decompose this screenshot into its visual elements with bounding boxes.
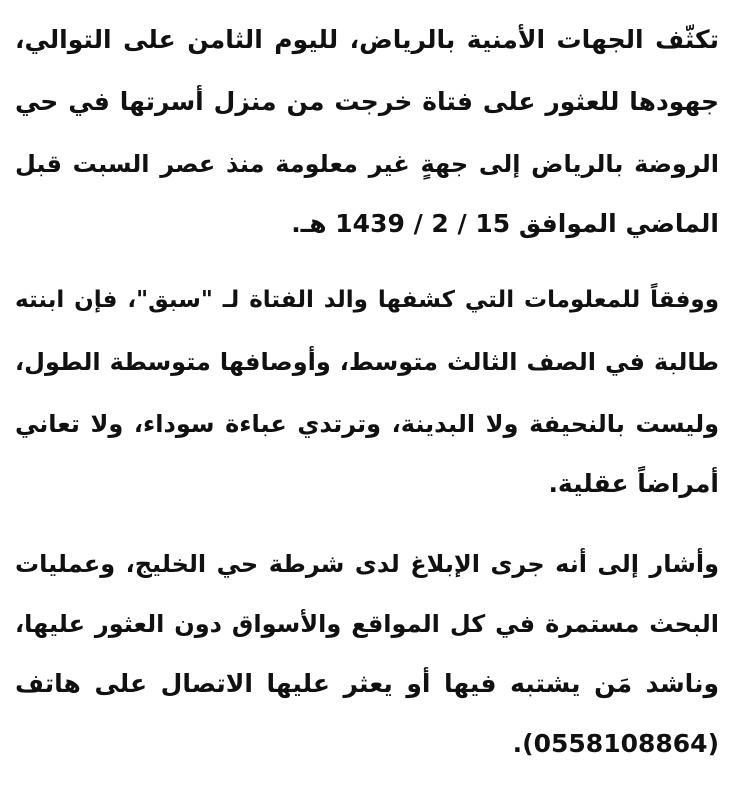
paragraph-1-line-3: الروضة بالرياض إلى جهةٍ غير معلومة منذ عصر السبت قبل [15,150,719,178]
paragraph-2-line-2: طالبة في الصف الثالث متوسط، وأوصافها متوسطة الطول، [15,348,719,376]
paragraph-2-line-4: أمراضاً عقلية. [548,469,719,498]
paragraph-2-line-3: وليست بالنحيفة ولا البدينة، وترتدي عباءة سوداء، ولا تعاني [15,410,719,438]
paragraph-1-line-1: تكثّف الجهات الأمنية بالرياض، لليوم الثامن على التوالي، [15,25,719,54]
paragraph-2-line-1: ووفقاً للمعلومات التي كشفها والد الفتاة لـ "سبق"، فإن ابنته [15,287,719,313]
paragraph-3-line-3: وناشد مَن يشتبه فيها أو يعثر عليها الاتصال على هاتف [15,669,719,698]
paragraph-3-line-2: البحث مستمرة في كل المواقع والأسواق دون العثور عليها، [15,610,719,638]
paragraph-3-line-4: (0558108864). [512,729,719,758]
paragraph-3-line-1: وأشار إلى أنه جرى الإبلاغ لدى شرطة حي الخليج، وعمليات [15,550,719,578]
paragraph-1-line-4: الماضي الموافق 15 / 2 / 1439 هـ. [291,209,719,238]
paragraph-1-line-2: جهودها للعثور على فتاة خرجت من منزل أسرتها في حي [15,87,719,116]
